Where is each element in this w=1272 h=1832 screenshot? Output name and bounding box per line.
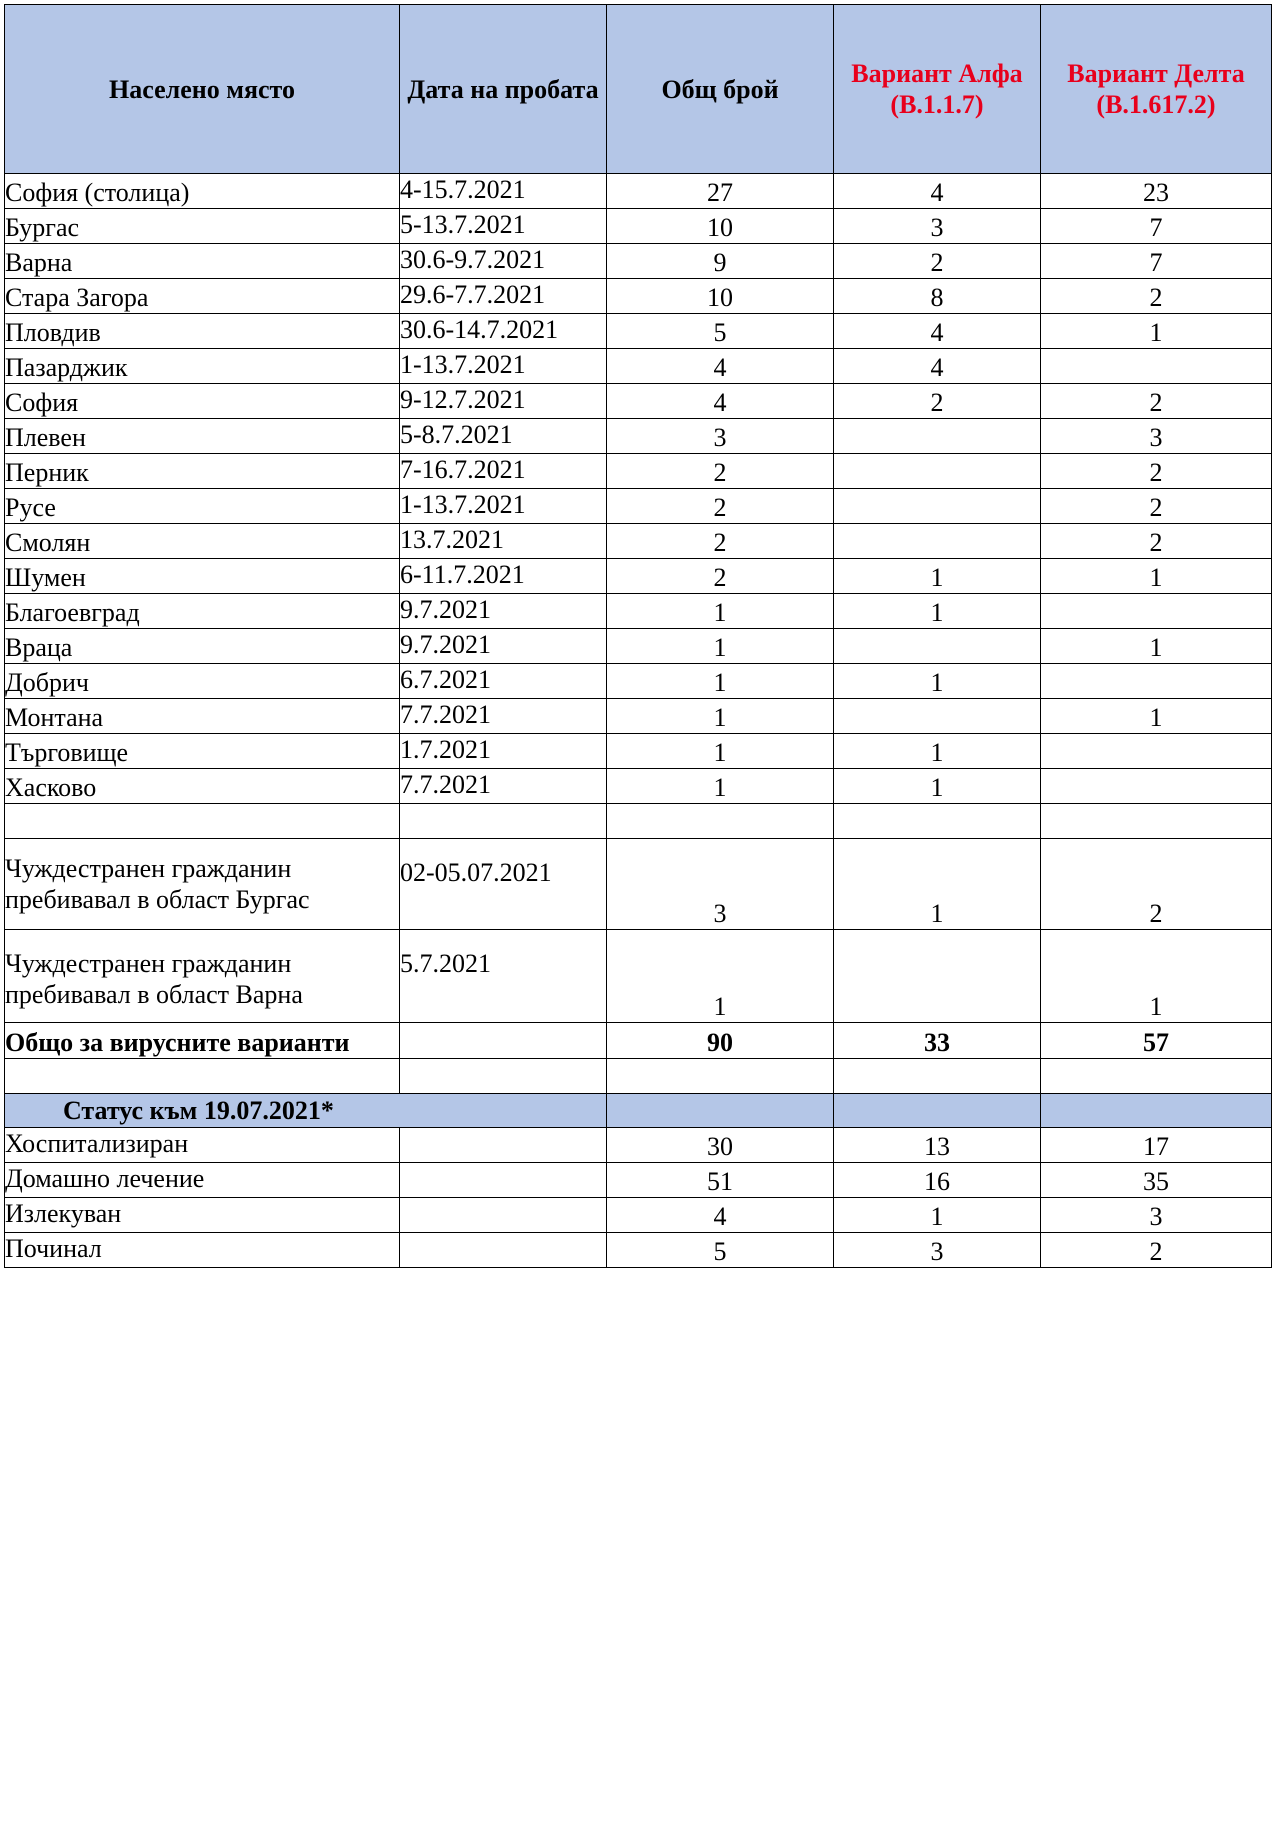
alpha-cell: 1 [834,594,1041,629]
total-cell: 30 [607,1128,834,1163]
blank-row [5,804,1272,839]
date-cell: 13.7.2021 [400,524,607,559]
date-cell: 7-16.7.2021 [400,454,607,489]
table-row [5,209,1272,244]
alpha-cell: 8 [834,279,1041,314]
total-cell: 4 [607,1198,834,1233]
total-cell: 4 [607,349,834,384]
total-cell: 1 [607,629,834,664]
header-date: Дата на пробата [400,5,607,174]
alpha-cell [834,629,1041,664]
total-cell: 5 [607,314,834,349]
place-cell: Пловдив [5,314,400,349]
place-cell: Шумен [5,559,400,594]
alpha-cell: 2 [834,384,1041,419]
place-cell: Смолян [5,524,400,559]
place-cell: Хасково [5,769,400,804]
total-cell: 10 [607,279,834,314]
date-cell [400,1023,607,1059]
delta-cell: 3 [1041,419,1272,454]
table-row [5,489,1272,524]
totals-label: Общо за вирусните варианти [5,1023,400,1059]
variants-table [4,4,1272,1268]
date-cell: 1-13.7.2021 [400,349,607,384]
total-cell: 27 [607,174,834,209]
table-row [5,699,1272,734]
delta-cell: 2 [1041,384,1272,419]
delta-cell: 2 [1041,839,1272,930]
place-cell: Търговище [5,734,400,769]
place-cell: Благоевград [5,594,400,629]
total-cell: 2 [607,559,834,594]
table-row [5,349,1272,384]
alpha-cell [834,524,1041,559]
total-cell: 3 [607,839,834,930]
alpha-cell: 4 [834,349,1041,384]
alpha-cell [834,930,1041,1023]
date-cell: 6.7.2021 [400,664,607,699]
alpha-cell: 4 [834,174,1041,209]
total-cell: 1 [607,594,834,629]
place-cell: Варна [5,244,400,279]
alpha-cell [834,699,1041,734]
table-row [5,244,1272,279]
table-row [5,314,1272,349]
table-header-row [5,5,1272,174]
place-cell: Монтана [5,699,400,734]
header-total: Общ брой [607,5,834,174]
delta-cell: 1 [1041,314,1272,349]
totals-delta: 57 [1041,1023,1272,1059]
table-row [5,524,1272,559]
total-cell: 2 [607,454,834,489]
date-cell: 9.7.2021 [400,594,607,629]
total-cell: 1 [607,734,834,769]
total-cell: 9 [607,244,834,279]
delta-cell: 35 [1041,1163,1272,1198]
place-cell: Враца [5,629,400,664]
place-cell: Бургас [5,209,400,244]
alpha-cell: 13 [834,1128,1041,1163]
status-label: Починал [5,1233,400,1268]
place-cell: София [5,384,400,419]
alpha-cell: 1 [834,734,1041,769]
total-cell: 1 [607,930,834,1023]
date-cell: 4-15.7.2021 [400,174,607,209]
table-row [5,734,1272,769]
status-row [5,1128,1272,1163]
date-cell: 5-8.7.2021 [400,419,607,454]
total-cell: 10 [607,209,834,244]
alpha-cell: 3 [834,1233,1041,1268]
total-cell: 3 [607,419,834,454]
status-title: Статус към 19.07.2021* [5,1094,607,1128]
date-cell: 1.7.2021 [400,734,607,769]
header-delta: Вариант Делта (B.1.617.2) [1041,5,1272,174]
table-row [5,279,1272,314]
delta-cell: 2 [1041,524,1272,559]
delta-cell: 7 [1041,244,1272,279]
table-row [5,454,1272,489]
delta-cell: 1 [1041,930,1272,1023]
total-cell: 1 [607,769,834,804]
total-cell: 1 [607,664,834,699]
date-cell: 5.7.2021 [400,930,607,1023]
alpha-cell: 1 [834,559,1041,594]
place-cell: Чуждестранен гражданин пребивавал в област Варна [5,930,400,1023]
delta-cell [1041,734,1272,769]
delta-cell: 1 [1041,699,1272,734]
alpha-cell [834,419,1041,454]
delta-cell: 23 [1041,174,1272,209]
date-cell: 1-13.7.2021 [400,489,607,524]
place-cell: Пазарджик [5,349,400,384]
foreign-row [5,839,1272,930]
header-alpha: Вариант Алфа (B.1.1.7) [834,5,1041,174]
delta-cell [1041,349,1272,384]
table-row [5,629,1272,664]
date-cell: 29.6-7.7.2021 [400,279,607,314]
table-row [5,174,1272,209]
table-row [5,384,1272,419]
alpha-cell: 1 [834,769,1041,804]
delta-cell: 17 [1041,1128,1272,1163]
delta-cell: 2 [1041,489,1272,524]
blank-row [5,1059,1272,1094]
place-cell: Плевен [5,419,400,454]
alpha-cell: 16 [834,1163,1041,1198]
status-label: Излекуван [5,1198,400,1233]
total-cell: 2 [607,489,834,524]
date-cell: 6-11.7.2021 [400,559,607,594]
place-cell: София (столица) [5,174,400,209]
place-cell: Добрич [5,664,400,699]
place-cell: Русе [5,489,400,524]
date-cell: 5-13.7.2021 [400,209,607,244]
date-cell: 7.7.2021 [400,769,607,804]
place-cell: Стара Загора [5,279,400,314]
status-row [5,1233,1272,1268]
total-cell: 5 [607,1233,834,1268]
date-cell: 9.7.2021 [400,629,607,664]
total-cell: 4 [607,384,834,419]
delta-cell [1041,594,1272,629]
total-cell: 1 [607,699,834,734]
alpha-cell [834,489,1041,524]
delta-cell: 2 [1041,279,1272,314]
status-header-row [5,1094,1272,1128]
totals-total: 90 [607,1023,834,1059]
table-row [5,559,1272,594]
table-row [5,419,1272,454]
status-label: Домашно лечение [5,1163,400,1198]
delta-cell [1041,664,1272,699]
alpha-cell: 4 [834,314,1041,349]
header-place: Населено място [5,5,400,174]
date-cell: 02-05.07.2021 [400,839,607,930]
alpha-cell: 3 [834,209,1041,244]
status-row [5,1163,1272,1198]
totals-alpha: 33 [834,1023,1041,1059]
table-row [5,664,1272,699]
place-cell: Перник [5,454,400,489]
table-row [5,594,1272,629]
status-row [5,1198,1272,1233]
totals-row [5,1023,1272,1059]
delta-cell: 3 [1041,1198,1272,1233]
date-cell: 7.7.2021 [400,699,607,734]
total-cell: 2 [607,524,834,559]
delta-cell: 1 [1041,559,1272,594]
date-cell: 30.6-9.7.2021 [400,244,607,279]
alpha-cell: 1 [834,664,1041,699]
date-cell: 30.6-14.7.2021 [400,314,607,349]
alpha-cell: 1 [834,839,1041,930]
delta-cell: 1 [1041,629,1272,664]
date-cell: 9-12.7.2021 [400,384,607,419]
delta-cell: 2 [1041,1233,1272,1268]
delta-cell [1041,769,1272,804]
table-row [5,769,1272,804]
alpha-cell: 2 [834,244,1041,279]
delta-cell: 7 [1041,209,1272,244]
delta-cell: 2 [1041,454,1272,489]
alpha-cell: 1 [834,1198,1041,1233]
total-cell: 51 [607,1163,834,1198]
place-cell: Чуждестранен гражданин пребивавал в област Бургас [5,839,400,930]
alpha-cell [834,454,1041,489]
foreign-row [5,930,1272,1023]
status-label: Хоспитализиран [5,1128,400,1163]
